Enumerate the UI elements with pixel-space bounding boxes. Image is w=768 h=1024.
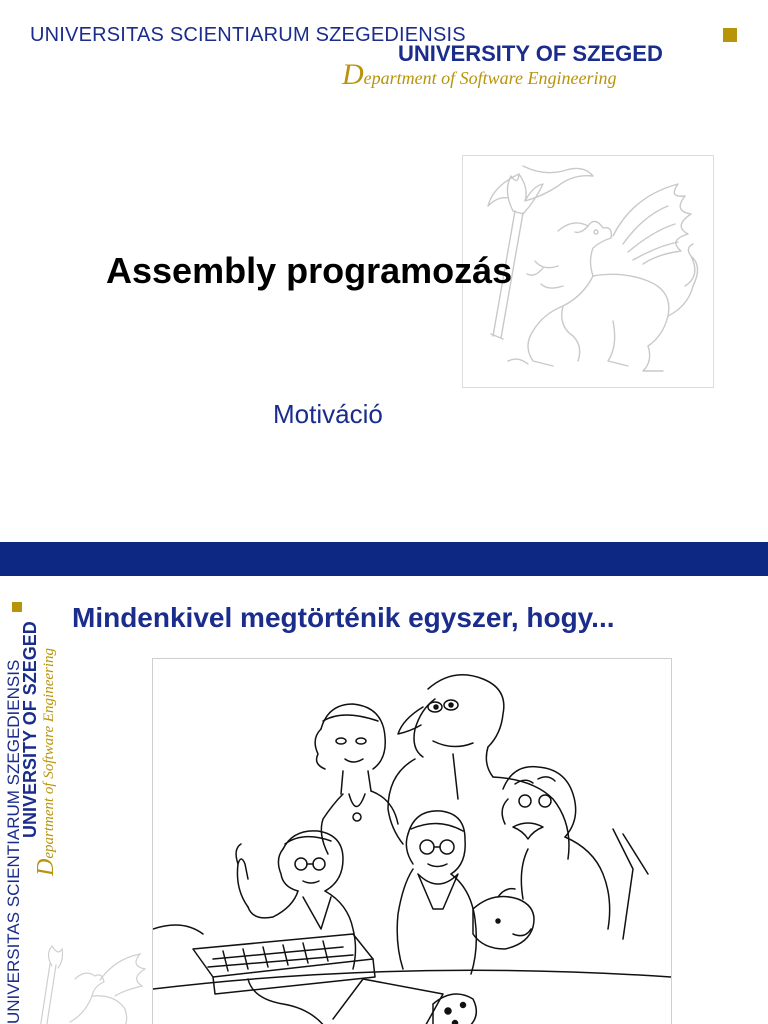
family-at-computer-cartoon <box>152 658 672 1024</box>
griffin-small-icon <box>30 944 150 1024</box>
university-latin-name: UNIVERSITAS SCIENTIARUM SZEGEDIENSIS <box>30 24 466 46</box>
department-name <box>342 58 616 92</box>
slide-divider <box>0 542 768 576</box>
slide-2 <box>0 576 768 1024</box>
slide-subtitle: Motiváció <box>273 399 383 429</box>
department-rest: epartment of Software Engineering <box>363 68 617 88</box>
sidebar-latin-name: UNIVERSITAS SCIENTIARUM SZEGEDIENSIS <box>4 659 23 1024</box>
slide-title: Assembly programozás <box>106 250 513 291</box>
sidebar-university-name: UNIVERSITY OF SZEGED <box>20 621 40 838</box>
department-initial: D <box>342 58 364 91</box>
slide-title: Mindenkivel megtörténik egyszer, hogy... <box>72 602 615 633</box>
university-name: UNIVERSITY OF SZEGED <box>398 41 663 66</box>
gold-square-icon <box>12 602 22 612</box>
department-rest: epartment of Software Engineering <box>41 647 57 859</box>
department-initial: D <box>33 858 59 876</box>
sidebar-department-name <box>33 648 60 876</box>
gold-square-icon <box>723 28 737 42</box>
